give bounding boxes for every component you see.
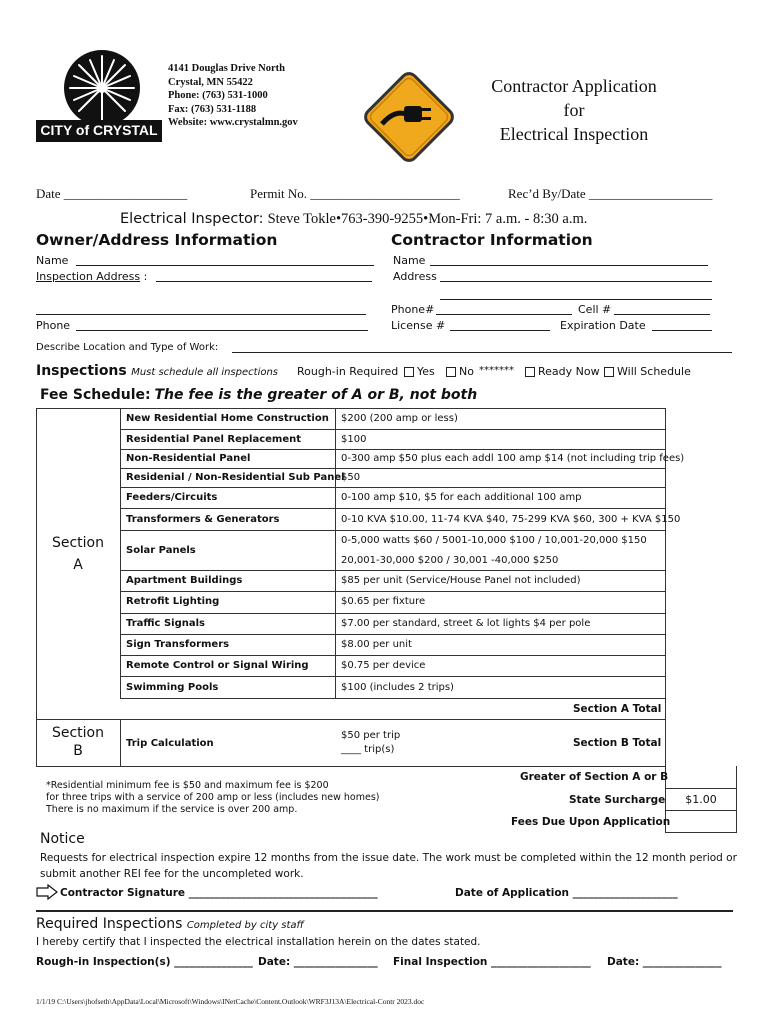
contractor-address-line2[interactable]	[440, 299, 712, 300]
rough-in-date-field[interactable]: Date: ________________	[258, 956, 378, 968]
trip-fee: $50 per trip	[341, 730, 401, 741]
fee-value-2: 20,001-30,000 $200 / 30,001 -40,000 $250	[341, 555, 559, 566]
contractor-address-line[interactable]	[440, 281, 712, 282]
rough-in-inspection-field[interactable]: Rough-in Inspection(s) _______________	[36, 956, 253, 968]
fee-row: Non-Residential Panel	[126, 453, 251, 464]
inspections-note: Must schedule all inspections	[131, 367, 279, 378]
fee-schedule-heading: Fee Schedule:	[40, 387, 151, 403]
fee-value: $100	[341, 434, 367, 445]
fee-row: Solar Panels	[126, 545, 196, 556]
will-schedule-option[interactable]: Will Schedule	[604, 365, 691, 378]
date-field[interactable]: Date ___________________	[36, 186, 188, 201]
required-inspections-heading: Required Inspections	[36, 916, 183, 932]
notice-line2: submit another REI fee for the uncompleted work.	[40, 868, 304, 880]
footer-path: 1/1/19 C:\Users\jhofseth\AppData\Local\Microsoft\Windows\INetCache\Content.Outlook\WRF3J13A\Electrical-Contr 2023.doc	[36, 997, 425, 1006]
footnote-line3: There is no maximum if the service is over 200 amp.	[46, 804, 298, 815]
title-line3: Electrical Inspection	[499, 124, 649, 144]
yes-checkbox[interactable]	[404, 367, 414, 377]
city-logo	[34, 42, 164, 146]
describe-label: Describe Location and Type of Work:	[36, 342, 219, 353]
contractor-phone-label: Phone#	[391, 303, 435, 316]
electrical-plug-icon	[354, 62, 464, 172]
title-line1: Contractor Application	[491, 76, 657, 96]
owner-address-line2[interactable]	[36, 314, 366, 315]
stars-text: *******	[479, 365, 514, 376]
fee-schedule-subheading: The fee is the greater of A or B, not both	[154, 387, 478, 403]
fee-row: Retrofit Lighting	[126, 596, 220, 607]
ready-now-checkbox[interactable]	[525, 367, 535, 377]
fee-value: $0.65 per fixture	[341, 596, 426, 607]
phone-text: Phone: (763) 531-1000	[168, 90, 268, 101]
footnote-line1: *Residential minimum fee is $50 and maximum fee is $200	[46, 780, 329, 791]
contractor-name-line[interactable]	[430, 265, 708, 266]
no-checkbox[interactable]	[446, 367, 456, 377]
fee-value: $8.00 per unit	[341, 639, 412, 650]
address-line1: 4141 Douglas Drive North	[168, 63, 285, 74]
fee-row: Transformers & Generators	[126, 514, 280, 525]
fee-value: $85 per unit (Service/House Panel not included)	[341, 575, 581, 586]
fee-row: Residential Panel Replacement	[126, 434, 302, 445]
owner-phone-line[interactable]	[76, 330, 368, 331]
fee-row: Traffic Signals	[126, 618, 205, 629]
section-a-label: Section	[51, 535, 104, 551]
rough-in-label: Rough-in Required	[297, 365, 399, 378]
certify-text: I hereby certify that I inspected the electrical installation herein on the dates stated.	[36, 936, 481, 948]
final-date-field[interactable]: Date: _______________	[607, 956, 722, 968]
inspection-address-line[interactable]	[156, 281, 372, 282]
inspection-address-label: Inspection Address	[36, 270, 141, 283]
no-option[interactable]: No	[446, 365, 474, 378]
fee-value: 0-300 amp $50 plus each addl 100 amp $14 (not including trip fees)	[341, 453, 685, 464]
fee-value: $7.00 per standard, street & lot lights $4 per pole	[341, 618, 591, 629]
logo-text: CITY of CRYSTAL	[40, 122, 158, 138]
state-surcharge-label: State Surcharge	[569, 794, 666, 806]
expiration-line[interactable]	[652, 330, 712, 331]
fee-row: Swimming Pools	[126, 682, 219, 693]
fees-due-label: Fees Due Upon Application	[511, 816, 671, 828]
permit-field[interactable]: Permit No. _______________________	[250, 186, 460, 201]
contractor-address-label: Address	[393, 270, 437, 283]
trip-calculation-label: Trip Calculation	[126, 738, 214, 749]
expiration-label: Expiration Date	[560, 319, 646, 332]
inspector-label: Electrical Inspector:	[120, 211, 264, 227]
notice-heading: Notice	[40, 831, 85, 847]
contractor-signature-field[interactable]: Contractor Signature ____________________________________	[60, 887, 378, 899]
fee-value: 0-10 KVA $10.00, 11-74 KVA $40, 75-299 KVA $60, 300 + KVA $150	[341, 514, 681, 525]
license-line[interactable]	[450, 330, 550, 331]
fee-row: Remote Control or Signal Wiring	[126, 660, 309, 671]
address-line2: Crystal, MN 55422	[168, 76, 253, 88]
fee-value: 0-100 amp $10, $5 for each additional 100 amp	[341, 492, 582, 503]
final-inspection-field[interactable]: Final Inspection ___________________	[393, 956, 591, 968]
contractor-cell-label: Cell #	[578, 303, 612, 316]
contractor-phone-line[interactable]	[436, 314, 572, 315]
fee-value: $0.75 per device	[341, 660, 426, 671]
fax-text: Fax: (763) 531-1188	[168, 103, 257, 115]
section-b-label: Section	[51, 725, 104, 741]
title-line2: for	[563, 100, 585, 120]
inspector-info: Steve Tokle•763-390-9255•Mon-Fri: 7 a.m. - 8:30 a.m.	[267, 211, 588, 227]
section-a-total-input[interactable]	[666, 698, 736, 719]
owner-name-line[interactable]	[76, 265, 374, 266]
fee-row: Sign Transformers	[126, 639, 230, 650]
fee-row: New Residential Home Construction	[126, 413, 329, 424]
date-of-application-field[interactable]: Date of Application ____________________	[455, 887, 678, 899]
fee-row: Apartment Buildings	[126, 575, 243, 586]
contractor-name-label: Name	[393, 254, 426, 267]
license-label: License #	[391, 319, 446, 332]
owner-name-label: Name	[36, 254, 69, 267]
will-schedule-checkbox[interactable]	[604, 367, 614, 377]
recd-field[interactable]: Rec’d By/Date ___________________	[508, 186, 713, 201]
required-inspections-note: Completed by city staff	[186, 920, 304, 931]
section-b-total-label: Section B Total	[573, 737, 662, 749]
footnote-line2: for three trips with a service of 200 amp or less (includes new homes)	[46, 792, 380, 803]
website-link[interactable]: Website: www.crystalmn.gov	[168, 117, 298, 128]
greater-of-label: Greater of Section A or B	[520, 771, 669, 783]
section-a-total-label: Section A Total	[573, 703, 662, 715]
owner-heading: Owner/Address Information	[36, 231, 278, 249]
describe-line[interactable]	[232, 352, 732, 353]
ready-now-option[interactable]: Ready Now	[525, 365, 600, 378]
fee-row: Feeders/Circuits	[126, 492, 218, 503]
arrow-icon	[36, 884, 58, 900]
fee-value: $50	[341, 472, 361, 483]
notice-line1: Requests for electrical inspection expire 12 months from the issue date. The work must be completed within the 12 month period or	[40, 852, 737, 864]
state-surcharge-value: $1.00	[685, 793, 717, 806]
fee-value: $100 (includes 2 trips)	[341, 682, 454, 693]
contractor-heading: Contractor Information	[391, 231, 593, 249]
fee-value: $200 (200 amp or less)	[341, 413, 458, 424]
inspections-heading: Inspections	[36, 363, 127, 379]
trip-count-field[interactable]: ____ trip(s)	[341, 744, 395, 755]
fee-row: Residenial / Non-Residential Sub Panel	[126, 472, 345, 483]
yes-option[interactable]: Yes	[404, 365, 435, 378]
owner-phone-label: Phone	[36, 319, 71, 332]
fee-value: 0-5,000 watts $60 / 5001-10,000 $100 / 10,001-20,000 $150	[341, 535, 647, 546]
contractor-cell-line[interactable]	[614, 314, 710, 315]
